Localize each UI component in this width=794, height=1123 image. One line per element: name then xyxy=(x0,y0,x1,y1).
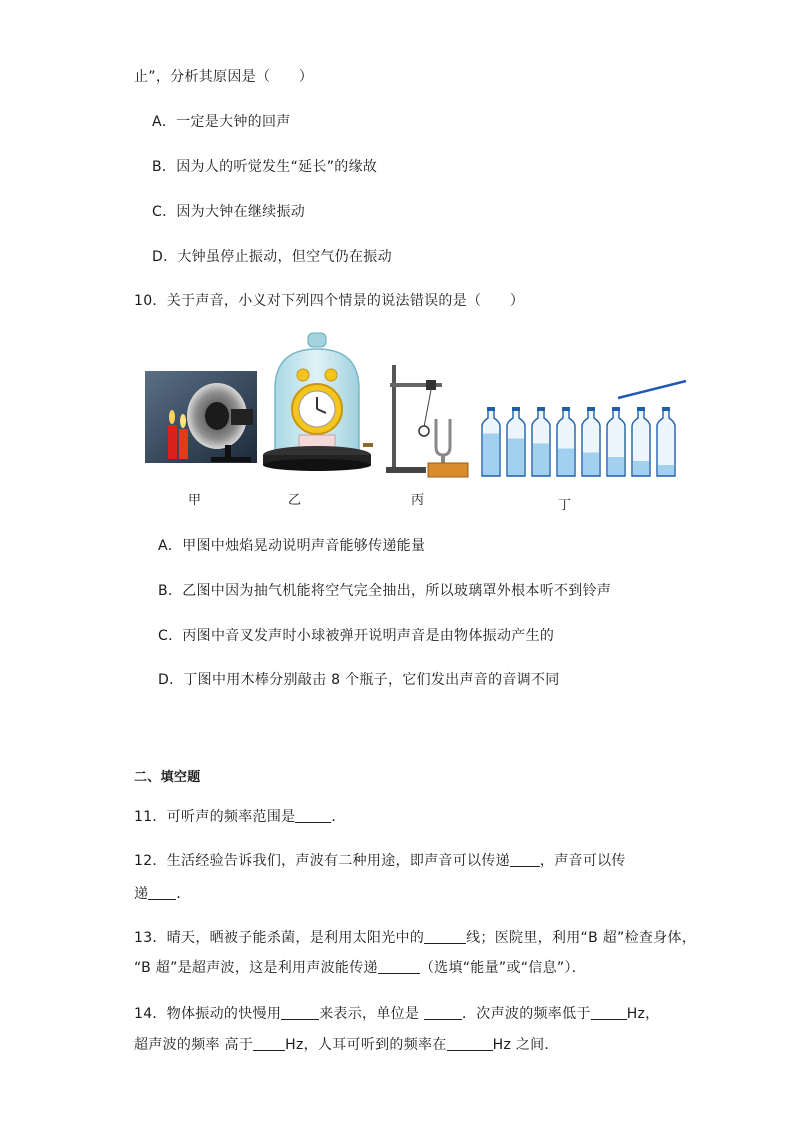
bottle xyxy=(507,407,525,476)
q11 xyxy=(134,806,346,826)
q12-line2 xyxy=(134,883,191,903)
answer-blank[interactable] xyxy=(591,1005,627,1020)
q14-text-f: Hz，人耳可听到的频率在 xyxy=(285,1037,447,1053)
q9-stem-tail: 止”，分析其原因是（ ） xyxy=(134,69,314,85)
q9-option-a: A．一定是大钟的回声 xyxy=(152,114,291,130)
q13-text-c: “B 超”是超声波，这是利用声波能传递 xyxy=(134,960,378,976)
q12-end: ． xyxy=(176,886,191,902)
q12-text-c: 递 xyxy=(134,886,149,902)
answer-blank[interactable] xyxy=(447,1036,493,1051)
q9-option-d: D．大钟虽停止振动，但空气仍在振动 xyxy=(152,249,392,265)
q11-end: ． xyxy=(331,809,346,825)
q10-option-a: A．甲图中烛焰晃动说明声音能够传递能量 xyxy=(158,538,426,554)
answer-blank[interactable] xyxy=(295,808,331,823)
answer-blank[interactable] xyxy=(148,885,176,900)
section-title-fill-blank: 二、填空题 xyxy=(134,770,201,785)
bottle xyxy=(557,407,575,476)
answer-blank[interactable] xyxy=(281,1005,319,1020)
caption-jia: 甲 xyxy=(188,493,202,508)
q14-text-a: 14．物体振动的快慢用 xyxy=(134,1006,282,1022)
bottle xyxy=(657,407,675,476)
q9-option-b: B．因为人的听觉发生“延长”的缘故 xyxy=(152,159,378,175)
bottle xyxy=(632,407,650,476)
figure-jia-speaker-candles xyxy=(145,371,257,463)
bottle xyxy=(582,407,600,476)
q13-text-d: （选填“能量”或“信息”）． xyxy=(419,960,587,976)
bottle xyxy=(607,407,625,476)
answer-blank[interactable] xyxy=(510,852,540,867)
q10-option-d: D．丁图中用木棒分别敲击 8 个瓶子，它们发出声音的音调不同 xyxy=(158,672,560,688)
q14-text-d: Hz， xyxy=(626,1006,660,1022)
q10-option-b: B．乙图中因为抽气机能将空气完全抽出，所以玻璃罩外根本听不到铃声 xyxy=(158,583,612,599)
q13-line2 xyxy=(134,957,586,977)
figure-yi-bell-jar-clock xyxy=(261,331,377,473)
q14-line1 xyxy=(134,1003,659,1023)
q14-text-g: Hz 之间． xyxy=(492,1037,559,1053)
answer-blank[interactable] xyxy=(424,1005,462,1020)
q13-text-b: 线；医院里，利用“B 超”检查身体， xyxy=(466,930,697,946)
q14-text-b: 来表示，单位是 xyxy=(319,1006,420,1022)
q10-option-c: C．丙图中音叉发声时小球被弹开说明声音是由物体振动产生的 xyxy=(158,628,555,644)
caption-yi: 乙 xyxy=(288,493,302,508)
q12-text-a: 12．生活经验告诉我们，声波有二种用途，即声音可以传递 xyxy=(134,853,510,869)
bottle xyxy=(532,407,550,476)
q12-line1 xyxy=(134,850,626,870)
q13-line1 xyxy=(134,927,696,947)
answer-blank[interactable] xyxy=(424,929,466,944)
caption-bing: 丙 xyxy=(411,493,425,508)
answer-blank[interactable] xyxy=(378,959,420,974)
figure-ding-bottles xyxy=(478,378,688,480)
q10-stem: 10．关于声音，小义对下列四个情景的说法错误的是（ ） xyxy=(134,293,525,309)
q14-line2 xyxy=(134,1034,559,1054)
q12-text-b: ，声音可以传 xyxy=(539,853,626,869)
figure-bing-tuning-fork xyxy=(386,363,472,479)
q13-text-a: 13．晴天，晒被子能杀菌，是利用太阳光中的 xyxy=(134,930,425,946)
answer-blank[interactable] xyxy=(253,1036,285,1051)
caption-ding: 丁 xyxy=(558,498,572,513)
q9-option-c: C．因为大钟在继续振动 xyxy=(152,204,306,220)
q14-text-e: 超声波的频率 高于 xyxy=(134,1037,254,1053)
q14-text-c: ．次声波的频率低于 xyxy=(462,1006,591,1022)
q11-text: 11．可听声的频率范围是 xyxy=(134,809,296,825)
bottle xyxy=(482,407,500,476)
